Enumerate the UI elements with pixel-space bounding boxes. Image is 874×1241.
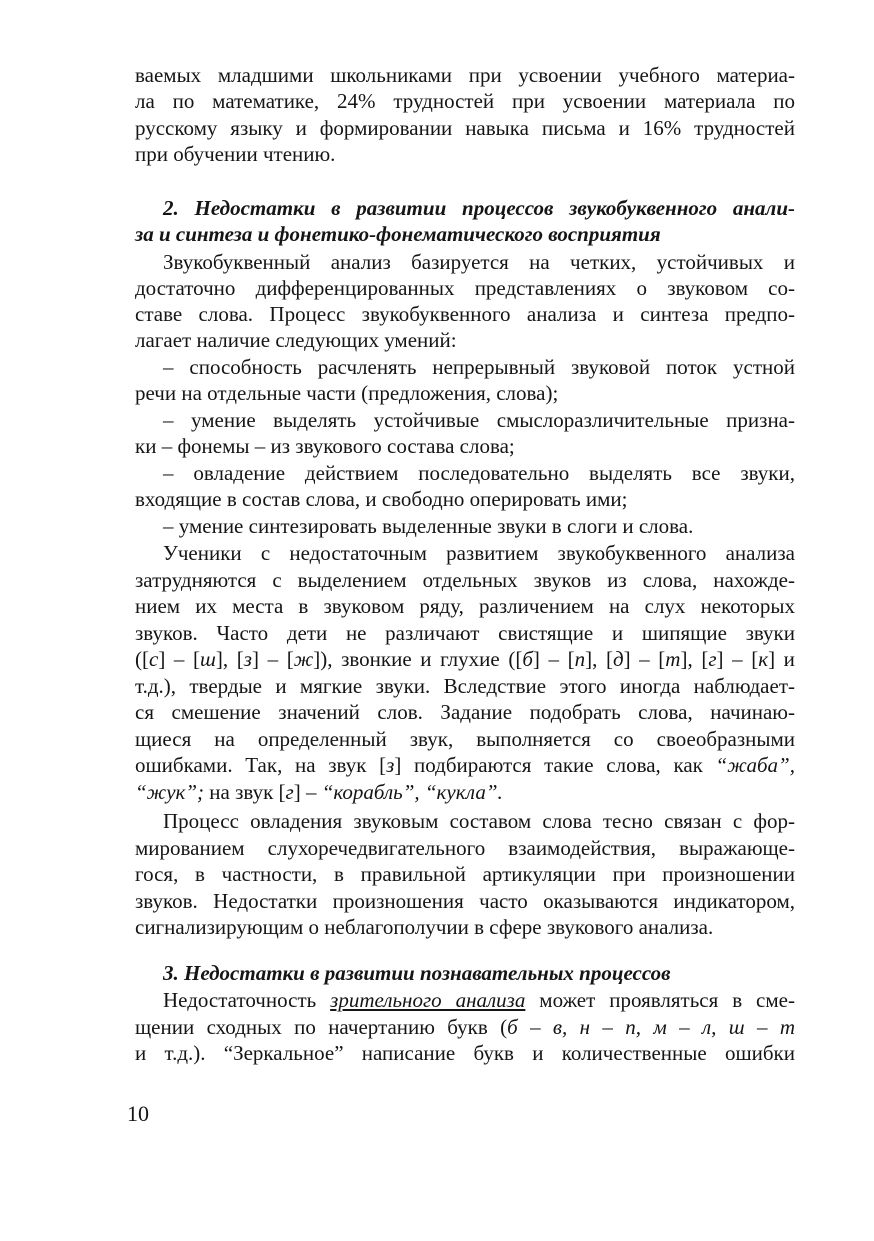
text-line: достаточно дифференцированных представлениях о звуковом со- (135, 276, 795, 300)
section-heading-line: 2. Недостатки в развитии процессов звукобуквенного анали- (163, 196, 795, 220)
text-line: ла по математике, 24% трудностей при усвоении материала по (135, 89, 795, 113)
italic-fragment: ш (200, 647, 216, 671)
text-fragment: ]), звонкие и глухие ([ (313, 647, 523, 671)
text-line: Ученики с недостаточным развитием звукобуквенного анализа (163, 541, 795, 565)
underlined-term: зрительного анализа (330, 988, 526, 1012)
text-line: Процесс овладения звуковым составом слова тесно связан с фор- (163, 809, 795, 833)
text-fragment: ] и (768, 647, 795, 671)
italic-fragment: “жук”; (135, 780, 205, 804)
text-line: сигнализирующим о неблагополучии в сфере звукового анализа. (135, 915, 714, 939)
text-fragment: ] – [ (716, 647, 759, 671)
text-line: ваемых младшими школьниками при усвоении учебного материа- (135, 63, 795, 87)
text-line: ки – фонемы – из звукового состава слова; (135, 434, 515, 458)
italic-fragment: д (612, 647, 624, 671)
text-fragment: щении сходных по начертанию букв ( (135, 1015, 508, 1039)
text-line: лагает наличие следующих умений: (135, 328, 457, 352)
section-heading-line: 3. Недостатки в развитии познавательных процессов (163, 961, 671, 985)
text-line: и т.д.). “Зеркальное” написание букв и количественные ошибки (135, 1041, 795, 1065)
italic-fragment: з (386, 753, 395, 777)
italic-fragment: г (708, 647, 717, 671)
text-line: мированием слухоречедвигательного взаимодействия, выражающе- (135, 836, 795, 860)
text-line: входящие в состав слова, и свободно оперировать ими; (135, 487, 628, 511)
text-line: гося, в частности, в правильной артикуляции при произношении (135, 862, 795, 886)
text-fragment: ], [ (215, 647, 244, 671)
text-fragment: ошибками. Так, на звук [ (135, 753, 387, 777)
text-fragment: ], [ (585, 647, 613, 671)
italic-fragment: г (285, 780, 294, 804)
text-line: нием их места в звуковом ряду, различением на слух некоторых (135, 594, 795, 618)
italic-fragment: “корабль”, “кукла”. (321, 780, 503, 804)
text-line: – овладение действием последовательно выделять все звуки, (163, 461, 795, 485)
italic-fragment: к (758, 647, 769, 671)
text-fragment: может проявляться в сме- (525, 988, 795, 1012)
text-line (163, 987, 795, 1013)
text-line: щиеся на определенный звук, выполняется со своеобразными (135, 727, 795, 751)
text-line (135, 646, 795, 672)
text-line: ставе слова. Процесс звукобуквенного анализа и синтеза предпо- (135, 302, 795, 326)
text-fragment: на звук [ (204, 780, 286, 804)
text-fragment: ] – (293, 780, 322, 804)
text-line: звуков. Недостатки произношения часто оказываются индикатором, (135, 889, 795, 913)
text-line: затрудняются с выделением отдельных звуков из слова, нахожде- (135, 568, 795, 592)
text-line: звуков. Часто дети не различают свистящие и шипящие звуки (135, 621, 795, 645)
italic-fragment: “жаба”, (715, 753, 795, 777)
text-line (135, 752, 795, 778)
text-line (135, 1014, 795, 1040)
page-number: 10 (127, 1101, 149, 1126)
italic-fragment: з (243, 647, 252, 671)
text-line (135, 779, 795, 805)
text-fragment: ] – [ (251, 647, 294, 671)
text-line: русскому языку и формировании навыка письма и 16% трудностей (135, 116, 795, 140)
text-fragment: ([ (135, 647, 149, 671)
text-line: – умение синтезировать выделенные звуки в слоги и слова. (163, 514, 694, 538)
text-fragment: Недостаточность (163, 988, 331, 1012)
italic-fragment: ж (293, 647, 314, 671)
text-line: речи на отдельные части (предложения, слова); (135, 381, 559, 405)
text-fragment: ] – [ (623, 647, 666, 671)
italic-fragment: б (522, 647, 533, 671)
italic-fragment: п (574, 647, 586, 671)
text-line: ся смешение значений слов. Задание подобрать слова, начинаю- (135, 700, 795, 724)
text-line: при обучении чтению. (135, 142, 336, 166)
text-line: – умение выделять устойчивые смыслоразличительные призна- (163, 408, 795, 432)
italic-fragment: б – в, н – п, м – л, ш – т (507, 1015, 796, 1039)
text-line: – способность расчленять непрерывный звуковой поток устной (163, 355, 795, 379)
text-fragment: ] подбираются такие слова, как (394, 753, 716, 777)
section-heading-line: за и синтеза и фонетико-фонематического восприятия (135, 222, 661, 246)
text-line: т.д.), твердые и мягкие звуки. Вследствие этого иногда наблюдает- (135, 674, 795, 698)
italic-fragment: с (149, 647, 159, 671)
text-fragment: ] – [ (158, 647, 201, 671)
text-fragment: ], [ (680, 647, 709, 671)
text-line: Звукобуквенный анализ базируется на четких, устойчивых и (163, 250, 795, 274)
italic-fragment: т (665, 647, 681, 671)
text-fragment: ] – [ (532, 647, 575, 671)
